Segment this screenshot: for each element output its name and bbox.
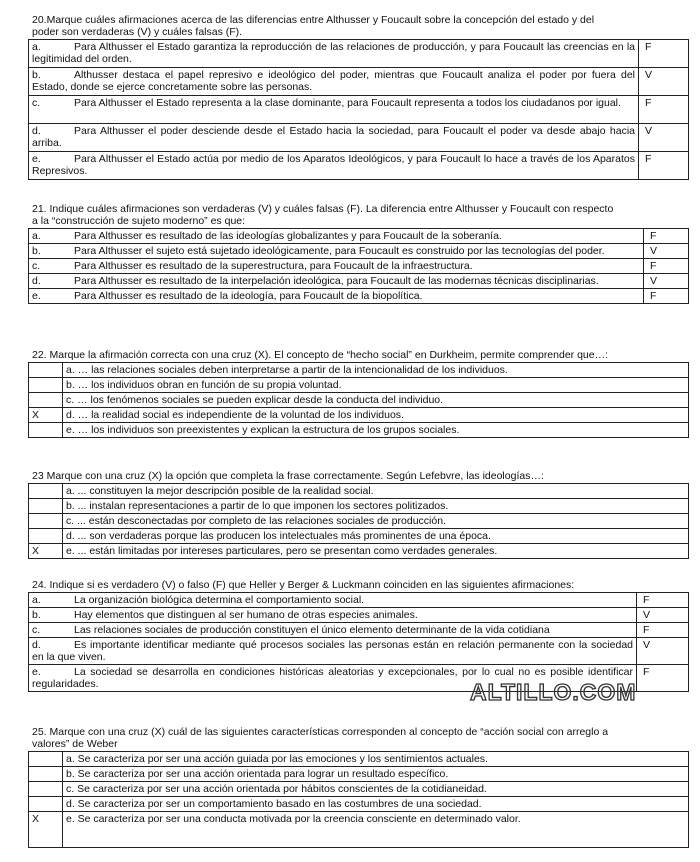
answer-cell: F [644,259,689,274]
mark-cell [29,484,63,499]
option-text: La organización biológica determina el comportamiento social. [74,594,365,606]
question-22-table [28,362,689,438]
option-text: d. Se caracteriza por ser un comportamiento basado en las costumbres de una sociedad. [63,797,689,812]
table-row [29,363,689,378]
question-22 [28,349,688,438]
mark-cell [29,393,63,408]
mark-cell [29,514,63,529]
option-text: Hay elementos que distinguen al ser humano de otras especies animales. [74,609,418,621]
answer-cell: F [637,665,689,692]
answer-cell: V [637,638,689,665]
mark-cell [29,767,63,782]
option-text: Para Althusser es resultado de la ideología, para Foucault de la biopolítica. [74,290,423,302]
question-25-table [28,751,689,848]
table-row [29,244,689,259]
option-label: c. [32,97,41,109]
option-label: e. [32,290,41,302]
option-text: a. Se caracteriza por ser una acción guiada por las emociones y los sentimientos actuales. [63,752,689,767]
option-label: b. [32,245,41,257]
table-row [29,408,689,423]
table-row [29,767,689,782]
watermark-logo: ALTILLO.COM [470,679,637,705]
option-text: d. ... son verdaderas porque las producen los intelectuales más prominentes de una época. [63,529,689,544]
question-21-text: 21. Indique cuáles afirmaciones son verdaderas (V) y cuáles falsas (F). La diferencia entre Althusser y Foucault con respecto a la “construcción de sujeto moderno” es que: [32,203,614,227]
option-text: c. ... están desconectadas por completo de las relaciones sociales de producción. [63,514,689,529]
table-row [29,752,689,767]
option-text: b. ... instalan representaciones a partir de lo que imponen los sectores politizados. [63,499,689,514]
table-row [29,289,689,304]
mark-cell: X [29,544,63,559]
table-row [29,274,689,289]
option-text: Para Althusser es resultado de la superestructura, para Foucault de la infraestructura. [74,260,473,272]
mark-cell [29,363,63,378]
answer-cell: F [639,40,689,68]
option-text: c. … los fenómenos sociales se pueden explicar desde la conducta del individuo. [63,393,689,408]
table-row [29,96,689,124]
answer-cell: F [639,152,689,180]
question-23 [28,470,688,559]
answer-cell: V [637,608,689,623]
answer-cell: F [644,289,689,304]
mark-cell [29,529,63,544]
table-row [29,608,689,623]
question-21 [28,203,688,304]
option-text: Para Althusser el Estado representa a la clase dominante, para Foucault representa a todos los ciudadanos por igual. [74,97,621,109]
answer-cell: V [644,274,689,289]
option-text: Es importante identificar mediante qué procesos sociales las personas están en relación permanente con la sociedad en la que viven. [32,639,633,663]
option-text: a. ... constituyen la mejor descripción posible de la realidad social. [63,484,689,499]
answer-cell: F [639,96,689,124]
option-label: c. [32,624,41,636]
option-text: e. ... están limitadas por intereses particulares, pero se presentan como verdades generales. [63,544,689,559]
table-row [29,229,689,244]
mark-cell: X [29,408,63,423]
table-row [29,514,689,529]
option-text: b. Se caracteriza por ser una acción orientada para lograr un resultado específico. [63,767,689,782]
question-20-text: 20.Marque cuáles afirmaciones acerca de las diferencias entre Althusser y Foucault sobre la concepción del estado y del poder son verdaderas (V) y cuáles falsas (F). [32,14,595,38]
question-24 [28,579,688,692]
option-label: b. [32,609,41,621]
mark-cell [29,423,63,438]
table-row [29,593,689,608]
table-row [29,623,689,638]
question-22-text: 22. Marque la afirmación correcta con una cruz (X). El concepto de “hecho social” en Durkheim, permite comprender que…: [32,349,609,361]
option-text: b. … los individuos obran en función de su propia voluntad. [63,378,689,393]
mark-cell [29,782,63,797]
table-row [29,638,689,665]
option-text: d. … la realidad social es independiente de la voluntad de los individuos. [63,408,689,423]
option-text: Para Althusser el sujeto está sujetado ideológicamente, para Foucault es construido por las tecnologías del poder. [74,245,605,257]
option-label: a. [32,594,41,606]
option-label: c. [32,260,41,272]
option-text: Para Althusser es resultado de la interpelación ideológica, para Foucault de las modernas técnicas disciplinarias. [74,275,599,287]
mark-cell: X [29,812,63,848]
option-label: b. [32,69,41,81]
table-row [29,812,689,848]
mark-cell [29,797,63,812]
option-text: Para Althusser es resultado de las ideologías globalizantes y para Foucault de la soberanía. [74,230,502,242]
question-25-text: 25. Marque con una cruz (X) cuál de las siguientes características corresponden al concepto de “acción social con arreglo a valores” de Weber [32,726,609,750]
answer-cell: V [639,68,689,96]
option-label: d. [32,125,41,137]
option-text: e. … los individuos son preexistentes y explican la estructura de los grupos sociales. [63,423,689,438]
option-label: e. [32,666,41,678]
question-25 [28,726,688,848]
table-row [29,423,689,438]
option-text: c. Se caracteriza por ser una acción orientada por hábitos conscientes de la cotidianeidad. [63,782,689,797]
option-label: d. [32,275,41,287]
option-text: Para Althusser el Estado garantiza la reproducción de las relaciones de producción, y para Foucault las creencias en la legitimidad del orden. [32,41,635,65]
option-label: d. [32,639,41,651]
option-label: a. [32,41,41,53]
table-row [29,499,689,514]
question-21-table [28,228,689,304]
table-row [29,797,689,812]
table-row [29,484,689,499]
table-row [29,40,689,68]
option-text: a. … las relaciones sociales deben interpretarse a partir de la intencionalidad de los individuos. [63,363,689,378]
table-row [29,378,689,393]
answer-cell: V [644,244,689,259]
option-text: e. Se caracteriza por ser una conducta motivada por la creencia consciente en determinado valor. [63,812,689,848]
option-text: Althusser destaca el papel represivo e ideológico del poder, mientras que Foucault analiza el poder por fuera del Estado, donde se ejerce concretamente sobre las personas. [32,69,635,93]
table-row [29,529,689,544]
table-row [29,152,689,180]
answer-cell: F [644,229,689,244]
table-row [29,124,689,152]
table-row [29,393,689,408]
mark-cell [29,378,63,393]
answer-cell: F [637,623,689,638]
question-23-table [28,483,689,559]
answer-cell: V [639,124,689,152]
option-text: Para Althusser el poder desciende desde el Estado hacia la sociedad, para Foucault el poder va desde abajo hacia arriba. [32,125,635,149]
question-20 [28,14,688,180]
question-24-table [28,592,689,692]
table-row [29,68,689,96]
table-row [29,259,689,274]
question-20-table [28,39,689,180]
mark-cell [29,752,63,767]
question-24-text: 24. Indique si es verdadero (V) o falso (F) que Heller y Berger & Luckmann coinciden en las siguientes afirmaciones: [32,579,575,591]
option-text: La sociedad se desarrolla en condiciones históricas aleatorias y excepcionales, por lo cual no es posible identificar regularidades. [32,666,633,690]
option-label: a. [32,230,41,242]
option-text: Las relaciones sociales de producción constituyen el único elemento determinante de la vida cotidiana [74,624,550,636]
option-label: e. [32,153,41,165]
table-row [29,782,689,797]
answer-cell: F [637,593,689,608]
mark-cell [29,499,63,514]
option-text: Para Althusser el Estado actúa por medio de los Aparatos Ideológicos, y para Foucault lo hace a través de los Aparatos Represivos. [32,153,635,177]
table-row [29,544,689,559]
question-23-text: 23 Marque con una cruz (X) la opción que completa la frase correctamente. Según Lefebvre, las ideologías…: [32,470,544,482]
